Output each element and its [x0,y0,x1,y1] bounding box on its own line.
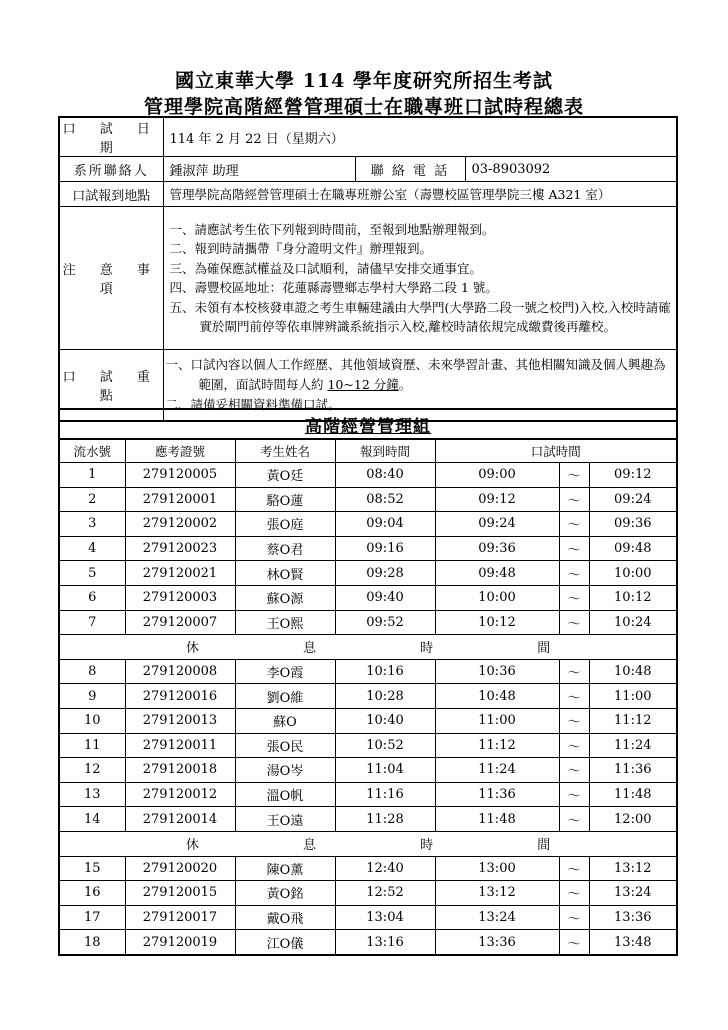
exam-date-label: 口 試 日 期 [59,117,163,157]
header-admission-no: 應考證號 [125,439,235,463]
break-label: 休 息 時 間 [59,635,677,660]
row-admission-no: 279120005 [125,463,235,488]
row-admission-no: 279120013 [125,708,235,733]
header-no: 流水號 [59,439,125,463]
row-tilde: ～ [559,487,589,512]
schedule-table [58,408,678,956]
row-tilde: ～ [559,512,589,537]
row-no: 14 [59,807,125,832]
row-end-time: 11:12 [589,708,677,733]
schedule-row [59,585,677,610]
break-label: 休 息 時 間 [59,831,677,856]
row-no: 9 [59,684,125,709]
schedule-row [59,463,677,488]
row-name: 王O遠 [235,807,335,832]
row-report-time: 08:40 [335,463,435,488]
row-admission-no: 279120011 [125,733,235,758]
row-name: 張O民 [235,733,335,758]
row-start-time: 11:00 [435,708,559,733]
row-end-time: 13:36 [589,905,677,930]
row-end-time: 10:00 [589,561,677,586]
schedule-row [59,684,677,709]
phone-value: 03-8903092 [465,157,677,182]
row-start-time: 13:24 [435,905,559,930]
row-end-time: 10:12 [589,585,677,610]
row-end-time: 13:48 [589,930,677,955]
row-no: 12 [59,758,125,783]
row-start-time: 10:48 [435,684,559,709]
group-title-row [59,409,677,439]
row-no: 2 [59,487,125,512]
row-report-time: 10:28 [335,684,435,709]
row-no: 4 [59,536,125,561]
row-tilde: ～ [559,585,589,610]
row-report-time: 09:28 [335,561,435,586]
row-name: 湯O岑 [235,758,335,783]
row-tilde: ～ [559,463,589,488]
row-report-time: 13:04 [335,905,435,930]
row-end-time: 11:48 [589,782,677,807]
row-start-time: 09:00 [435,463,559,488]
row-start-time: 10:36 [435,659,559,684]
focus-item [166,355,673,395]
row-name: 劉O維 [235,684,335,709]
row-start-time: 10:00 [435,585,559,610]
row-end-time: 13:12 [589,856,677,881]
notes-label: 注 意 事 項 [59,207,163,350]
row-name: 蘇O [235,708,335,733]
row-name: 駱O蓮 [235,487,335,512]
row-start-time: 10:12 [435,610,559,635]
row-no: 8 [59,659,125,684]
row-report-time: 12:40 [335,856,435,881]
row-no: 13 [59,782,125,807]
row-admission-no: 279120015 [125,881,235,906]
row-admission-no: 279120001 [125,487,235,512]
row-tilde: ～ [559,708,589,733]
row-report-time: 12:52 [335,881,435,906]
row-report-time: 11:28 [335,807,435,832]
row-tilde: ～ [559,881,589,906]
row-start-time: 11:36 [435,782,559,807]
row-tilde: ～ [559,856,589,881]
row-end-time: 09:24 [589,487,677,512]
row-start-time: 11:12 [435,733,559,758]
schedule-row [59,659,677,684]
notes-row [59,207,677,350]
schedule-row [59,512,677,537]
row-report-time: 08:52 [335,487,435,512]
row-no: 15 [59,856,125,881]
row-admission-no: 279120019 [125,930,235,955]
row-admission-no: 279120023 [125,536,235,561]
focus-text: 一、口試內容以個人工作經歷、其他領域資歷、未來學習計畫、其他相關知識及個人興趣為範圍，面試時間每人約 [165,357,666,392]
row-admission-no: 279120007 [125,610,235,635]
document-subtitle: 管理學院高階經營管理碩士在職專班口試時程總表 [143,96,584,118]
row-tilde: ～ [559,610,589,635]
row-start-time: 13:00 [435,856,559,881]
row-admission-no: 279120002 [125,512,235,537]
row-end-time: 09:48 [589,536,677,561]
row-name: 李O霞 [235,659,335,684]
row-no: 6 [59,585,125,610]
row-report-time: 09:04 [335,512,435,537]
row-name: 蔡O君 [235,536,335,561]
contact-value: 鍾淑萍 助理 [163,157,355,182]
schedule-row [59,733,677,758]
row-no: 3 [59,512,125,537]
row-tilde: ～ [559,561,589,586]
row-no: 7 [59,610,125,635]
schedule-row [59,905,677,930]
header-interview-time: 口試時間 [435,439,677,463]
row-admission-no: 279120008 [125,659,235,684]
row-no: 18 [59,930,125,955]
row-start-time: 09:48 [435,561,559,586]
exam-info-table [58,116,678,422]
row-start-time: 09:12 [435,487,559,512]
row-report-time: 13:16 [335,930,435,955]
row-name: 陳O薰 [235,856,335,881]
row-no: 5 [59,561,125,586]
note-item: 一、請應試考生依下列報到時間前，至報到地點辦理報到。 [169,221,495,237]
break-row [59,635,677,660]
row-start-time: 09:24 [435,512,559,537]
header-report-time: 報到時間 [335,439,435,463]
row-end-time: 12:00 [589,807,677,832]
row-end-time: 11:24 [589,733,677,758]
row-start-time: 11:24 [435,758,559,783]
row-admission-no: 279120017 [125,905,235,930]
row-name: 黃O銘 [235,881,335,906]
row-start-time: 11:48 [435,807,559,832]
row-admission-no: 279120021 [125,561,235,586]
row-end-time: 10:48 [589,659,677,684]
row-tilde: ～ [559,684,589,709]
row-tilde: ～ [559,733,589,758]
report-location-label: 口試報到地點 [59,182,163,207]
header-row [59,439,677,463]
break-row [59,831,677,856]
row-tilde: ～ [559,782,589,807]
row-no: 1 [59,463,125,488]
row-no: 17 [59,905,125,930]
row-admission-no: 279120020 [125,856,235,881]
header-name: 考生姓名 [235,439,335,463]
contact-label: 系所聯絡人 [59,157,163,182]
row-no: 10 [59,708,125,733]
note-item: 二、報到時請攜帶『身分證明文件』辦理報到。 [169,241,433,256]
row-admission-no: 279120018 [125,758,235,783]
row-end-time: 11:36 [589,758,677,783]
row-report-time: 09:40 [335,585,435,610]
schedule-row [59,536,677,561]
row-end-time: 11:00 [589,684,677,709]
document-title: 國立東華大學 114 學年度研究所招生考試 [175,70,553,92]
group-title [59,409,677,439]
row-tilde: ～ [559,807,589,832]
row-start-time: 09:36 [435,536,559,561]
row-admission-no: 279120016 [125,684,235,709]
row-report-time: 09:16 [335,536,435,561]
row-name: 王O熙 [235,610,335,635]
row-name: 黃O廷 [235,463,335,488]
focus-text-end: 。 [398,377,412,392]
row-name: 戴O飛 [235,905,335,930]
row-report-time: 10:40 [335,708,435,733]
schedule-row [59,758,677,783]
row-name: 林O賢 [235,561,335,586]
row-end-time: 13:24 [589,881,677,906]
row-report-time: 11:04 [335,758,435,783]
row-tilde: ～ [559,659,589,684]
schedule-row [59,561,677,586]
row-name: 張O庭 [235,512,335,537]
schedule-row [59,782,677,807]
row-start-time: 13:12 [435,881,559,906]
schedule-row [59,807,677,832]
row-no: 16 [59,881,125,906]
report-location-row [59,182,677,207]
row-tilde: ～ [559,930,589,955]
row-report-time: 10:52 [335,733,435,758]
schedule-row [59,487,677,512]
row-start-time: 13:36 [435,930,559,955]
focus-label: 口 試 重 點 [59,350,163,422]
note-item: 四、壽豐校區地址：花蓮縣壽豐鄉志學村大學路二段 1 號。 [169,280,498,295]
row-end-time: 10:24 [589,610,677,635]
row-tilde: ～ [559,536,589,561]
row-name: 江O儀 [235,930,335,955]
exam-date-value: 114 年 2 月 22 日（星期六） [163,117,677,157]
group-title-text: 高階經營管理組 [305,416,432,437]
row-tilde: ～ [559,905,589,930]
row-report-time: 10:16 [335,659,435,684]
focus-duration: 10~12 分鐘 [327,377,399,392]
row-report-time: 11:16 [335,782,435,807]
focus-item: 二、請備妥相關資料準備口試。 [165,397,341,412]
report-location-value: 管理學院高階經營管理碩士在職專班辦公室（壽豐校區管理學院三樓 A321 室） [163,182,677,207]
note-item: 五、未領有本校核發車證之考生車輛建議由大學門(大學路二段一號之校門)入校,入校時請確實於閘門前停等依車牌辨識系統指示入校,離校時請依規完成繳費後再離校。 [169,299,671,334]
row-admission-no: 279120014 [125,807,235,832]
row-end-time: 09:36 [589,512,677,537]
schedule-row [59,856,677,881]
row-name: 蘇O源 [235,585,335,610]
contact-row [59,157,677,182]
row-end-time: 09:12 [589,463,677,488]
schedule-row [59,881,677,906]
schedule-row [59,610,677,635]
notes-content [163,207,677,350]
note-item: 三、為確保應試權益及口試順利，請儘早安排交通事宜。 [169,260,483,276]
row-admission-no: 279120012 [125,782,235,807]
row-name: 溫O帆 [235,782,335,807]
schedule-row [59,708,677,733]
row-no: 11 [59,733,125,758]
schedule-row [59,930,677,955]
exam-date-row [59,117,677,157]
phone-label: 聯 絡 電 話 [355,157,465,182]
row-tilde: ～ [559,758,589,783]
row-report-time: 09:52 [335,610,435,635]
row-admission-no: 279120003 [125,585,235,610]
